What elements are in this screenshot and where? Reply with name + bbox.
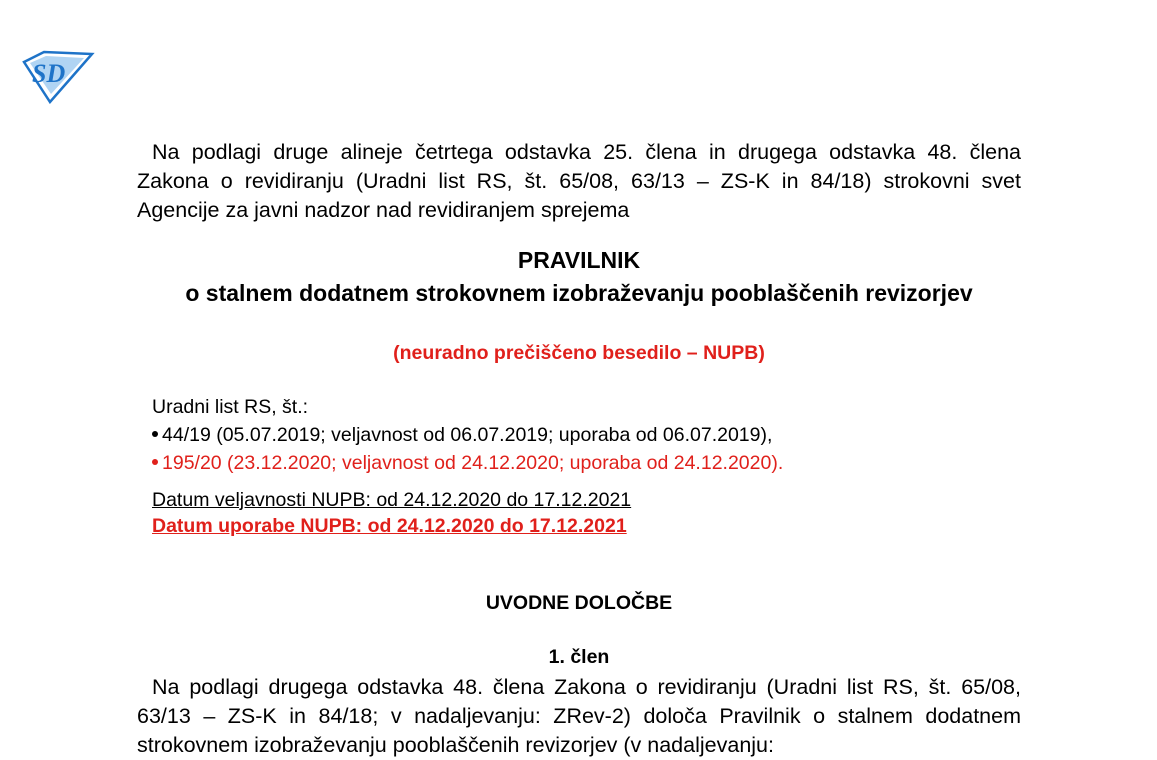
agency-logo-icon — [20, 48, 96, 104]
bullet-icon — [152, 459, 158, 465]
gazette-item: 195/20 (23.12.2020; veljavnost od 24.12.2020; uporaba od 24.12.2020). — [152, 449, 783, 477]
article-heading: 1. člen — [548, 646, 610, 668]
section-heading: UVODNE DOLOČBE — [485, 592, 673, 614]
intro-paragraph: Na podlagi druge alineje četrtega odstavka 25. člena in drugega odstavka 48. člena Zakona o revidiranju (Uradni list RS, št. 65/08, 63/13 – ZS-K in 84/18) strokovni svet Agencije za javni nadzor nad revidiranjem sprejema — [137, 140, 1021, 222]
document-note: (neuradno prečiščeno besedilo – NUPB) — [393, 342, 765, 364]
nupb-dates — [152, 487, 631, 539]
gazette-item: 44/19 (05.07.2019; veljavnost od 06.07.2019; uporaba od 06.07.2019), — [152, 421, 783, 449]
document-subtitle: o stalnem dodatnem strokovnem izobraževanju pooblaščenih revizorjev — [185, 280, 973, 306]
svg-text:SD: SD — [32, 59, 66, 88]
application-date: Datum uporabe NUPB: od 24.12.2020 do 17.12.2021 — [152, 515, 627, 537]
gazette-label: Uradni list RS, št.: — [152, 396, 309, 418]
document-title: PRAVILNIK — [517, 247, 641, 273]
validity-date: Datum veljavnosti NUPB: od 24.12.2020 do 17.12.2021 — [152, 489, 632, 511]
bullet-icon — [152, 431, 158, 437]
gazette-list — [152, 393, 783, 477]
article-paragraph: Na podlagi drugega odstavka 48. člena Zakona o revidiranju (Uradni list RS, št. 65/08, 63/13 – ZS-K in 84/18; v nadaljevanju: ZRev-2) določa Pravilnik o stalnem dodatnem strokovnem izobraževanju pooblaščenih revizorjev (v nadaljevanju: — [137, 675, 1021, 757]
